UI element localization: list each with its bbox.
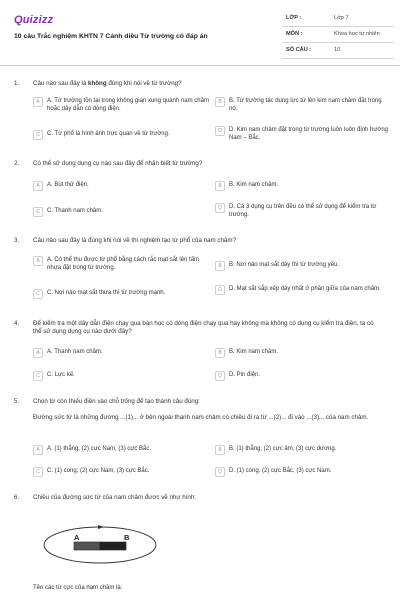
meta-key: MÔN : [286,30,303,37]
option-d[interactable] [215,371,391,381]
option-key: B [215,261,225,271]
meta-row-class [282,11,394,27]
option-b[interactable] [215,97,391,113]
question-number: 6. [14,494,20,501]
magnet-field-figure [40,520,160,570]
option-a[interactable] [33,445,209,455]
option-key: B [215,348,225,358]
option-text: C. Thanh nam châm. [47,208,103,214]
question-text: Có thể sử dụng dụng cụ nào sau đây để nhận biết từ trường? [33,160,203,167]
magnet-pole-a [74,542,100,550]
option-d[interactable] [215,126,391,142]
option-key: D [215,467,225,477]
question-text: Chọn từ còn thiếu điền vào chỗ trống để tạo thành câu đúng: [33,398,200,405]
option-a[interactable] [33,97,209,113]
option-text: D. Cả 3 dụng cụ trên đều có thể sử dụng để kiểm tra từ trường. [229,204,377,219]
option-key: C [33,371,43,381]
option-d[interactable] [215,285,391,295]
option-text: B. Nơi nào mạt sắt dày thì từ trường yếu. [229,262,339,268]
option-key: B [215,97,225,107]
meta-key: SỐ CÂU : [286,46,312,53]
question-text: Câu nào sau đây là đúng khi nói về thí nghiệm tạo từ phổ của nam châm? [33,237,236,244]
question-number: 2. [14,160,20,167]
option-text: A. Từ trường tồn tại trong không gian xung quanh nam châm hoặc dây dẫn có dòng điện. [47,98,209,113]
option-text: A. Có thể thu được từ phổ bằng cách rắc mạt sắt lên tấm nhựa đặt trong từ trường. [47,257,200,272]
option-b[interactable] [215,261,391,271]
option-key: D [215,126,225,136]
option-text: A. Thanh nam châm. [47,349,103,355]
option-text: D. Mạt sắt sắp xếp dày nhất ở phần giữa của nam châm. [229,286,381,292]
option-text: D. Pin điện. [229,372,261,378]
option-key: A [33,445,43,455]
question-number: 5. [14,398,20,405]
document-title: 10 câu Trắc nghiệm KHTN 7 Cánh diều Từ trường có đáp án [14,33,208,40]
meta-table [282,11,394,59]
meta-value: 10 [334,46,341,53]
option-c[interactable] [33,207,209,217]
option-text: C. Lực kế. [47,372,75,378]
option-d[interactable] [215,203,391,219]
option-key: A [33,348,43,358]
option-a[interactable] [33,181,209,191]
option-b[interactable] [215,348,391,358]
option-c[interactable] [33,130,209,140]
pole-label-a: A [74,533,80,542]
option-text: B. Từ trường tác dụng lực từ lên kim nam châm đặt trong nó. [229,98,382,113]
option-text: D. (1) cong, (2) cực Bắc, (3) cực Nam. [229,468,332,474]
header [0,0,400,66]
option-key: B [215,445,225,455]
option-d[interactable] [215,467,391,477]
question-statement: Đường sức từ là những đường ...(1)... ở bên ngoài thanh nam châm có chiều đi ra từ ...(2)... đi vào ...(3)... của nam châm. [33,414,369,421]
option-b[interactable] [215,445,391,455]
option-key: C [33,289,43,299]
option-text: B. Kim nam châm. [229,349,279,355]
option-key: A [33,97,43,107]
option-key: C [33,130,43,140]
magnet-pole-b [100,542,126,550]
question-text: Câu nào sau đây là không đúng khi nói về từ trường? [33,80,182,87]
option-key: C [33,467,43,477]
option-c[interactable] [33,467,209,477]
option-text: C. Nơi nào mạt sắt thưa thì từ trường mạnh. [47,290,166,296]
question-number: 4. [14,320,20,327]
question-text: Để kiểm tra một dây dẫn điện chạy qua bàn học có dòng điện chạy qua hay không mà không có dụng cụ kiểm tra điện, ta có thể sử dụng dụng cụ nào dưới đây? [33,320,374,336]
option-key: B [215,181,225,191]
meta-key: LỚP : [286,14,302,21]
option-c[interactable] [33,289,209,299]
figure-caption: Tên các từ cực của nam châm là: [33,585,123,591]
meta-value: Khoa học tự nhiên [334,30,380,37]
option-text: C. Từ phổ là hình ảnh trực quan về từ trường. [47,131,170,137]
quizizz-logo: Quizizz [14,14,54,26]
option-a[interactable] [33,348,209,358]
option-b[interactable] [215,181,391,191]
question-text: Chiều của đường sức từ của nam châm được vẽ như hình: [33,494,196,501]
field-arrow-icon [98,525,104,529]
option-key: D [215,371,225,381]
option-text: B. Kim nam châm. [229,182,279,188]
option-c[interactable] [33,371,209,381]
meta-row-subject [282,27,394,43]
question-number: 1. [14,80,20,87]
option-a[interactable] [33,256,209,272]
pole-label-b: B [124,533,130,542]
option-key: A [33,181,43,191]
option-key: D [215,203,225,213]
option-key: C [33,207,43,217]
option-text: C. (1) cong, (2) cực Nam, (3) cực Bắc. [47,468,150,474]
option-text: B. (1) thẳng, (2) cực âm, (3) cực dương. [229,446,337,452]
option-text: A. (1) thẳng, (2) cực Nam, (3) cực Bắc. [47,446,152,452]
question-number: 3. [14,237,20,244]
meta-value: Lớp 7 [334,14,349,21]
option-key: D [215,285,225,295]
option-text: D. Kim nam châm đặt trong từ trường luôn luôn định hướng Nam – Bắc. [229,127,388,142]
option-key: A [33,256,43,266]
meta-row-count [282,43,394,59]
option-text: A. Bút thử điện. [47,182,89,188]
